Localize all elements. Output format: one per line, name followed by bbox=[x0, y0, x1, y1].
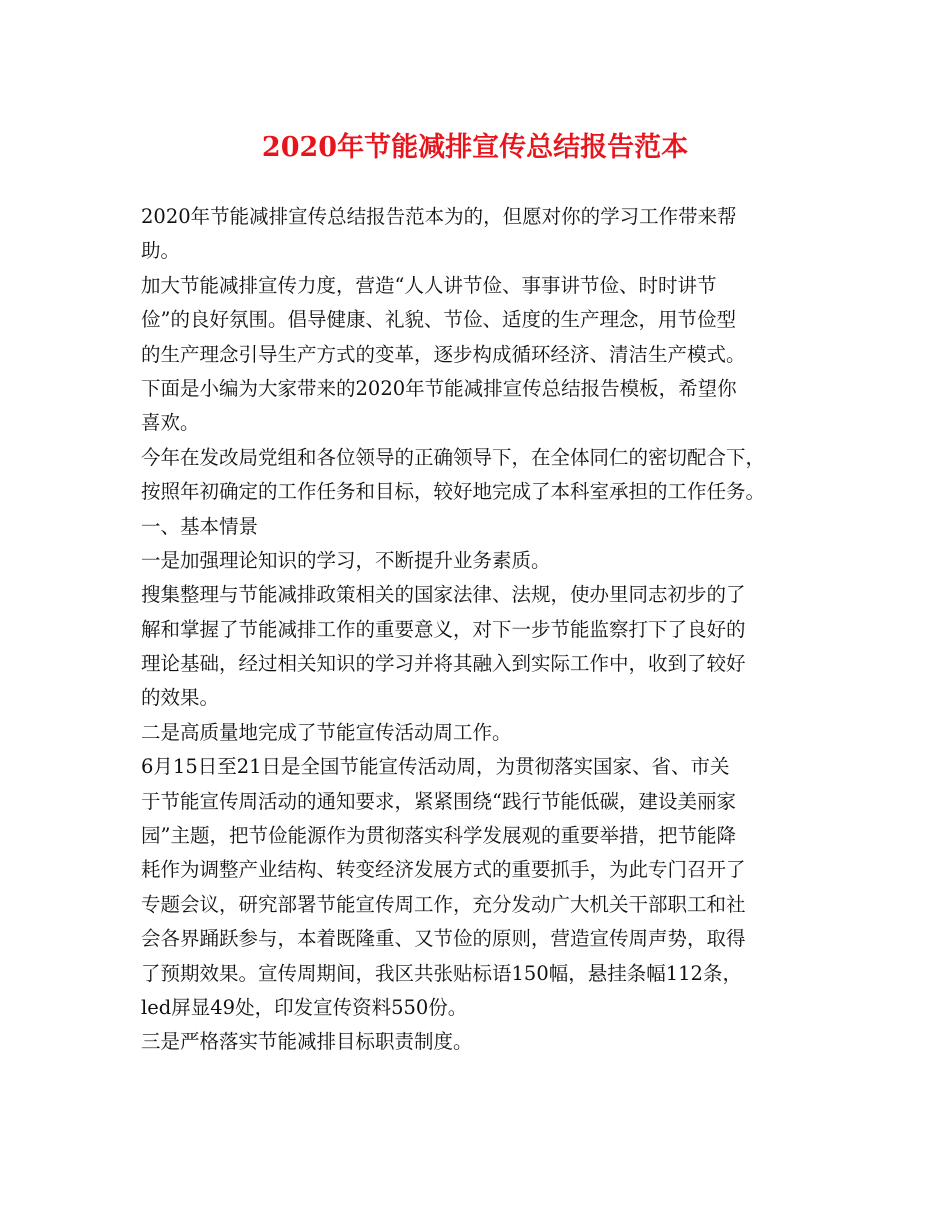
text-line: 搜集整理与节能减排政策相关的国家法律、法规，使办里同志初步的了 bbox=[141, 583, 746, 607]
document-body bbox=[141, 200, 831, 1060]
text-line: 今年在发改局党组和各位领导的正确领导下，在全体同仁的密切配合下， bbox=[141, 445, 766, 469]
text-line: 俭”的良好氛围。倡导健康、礼貌、节俭、适度的生产理念，用节俭型 bbox=[141, 308, 736, 332]
text-line: 6月15日至21日是全国节能宣传活动周，为贯彻落实国家、省、市关 bbox=[141, 755, 730, 779]
text-line: 助。 bbox=[141, 239, 181, 263]
text-line: 理论基础，经过相关知识的学习并将其融入到实际工作中，收到了较好 bbox=[141, 652, 746, 676]
text-line: 二是高质量地完成了节能宣传活动周工作。 bbox=[141, 720, 512, 744]
text-line: 下面是小编为大家带来的2020年节能减排宣传总结报告模板，希望你 bbox=[141, 376, 737, 400]
text-line: 解和掌握了节能减排工作的重要意义，对下一步节能监察打下了良好的 bbox=[141, 617, 746, 641]
text-line: 的生产理念引导生产方式的变革，逐步构成循环经济、清洁生产模式。 bbox=[141, 342, 746, 366]
text-line: 2020年节能减排宣传总结报告范本为的，但愿对你的学习工作带来帮 bbox=[141, 205, 737, 228]
text-line: 加大节能减排宣传力度，营造“人人讲节俭、事事讲节俭、时时讲节 bbox=[141, 273, 717, 297]
text-line: 一是加强理论知识的学习，不断提升业务素质。 bbox=[141, 548, 551, 572]
text-line: 喜欢。 bbox=[141, 411, 200, 435]
text-line: 耗作为调整产业结构、转变经济发展方式的重要抓手，为此专门召开了 bbox=[141, 858, 746, 882]
text-line: 三是严格落实节能减排目标职责制度。 bbox=[141, 1030, 473, 1054]
text-line: 于节能宣传周活动的通知要求，紧紧围绕“践行节能低碳，建设美丽家 bbox=[141, 789, 736, 813]
document-title: 2020年节能减排宣传总结报告范本 bbox=[261, 132, 689, 163]
text-line: 园”主题，把节俭能源作为贯彻落实科学发展观的重要举措，把节能降 bbox=[141, 824, 736, 848]
section-heading: 一、基本情景 bbox=[141, 514, 259, 538]
text-line: 了预期效果。宣传周期间，我区共张贴标语150幅，悬挂条幅112条， bbox=[141, 961, 742, 985]
text-line: 按照年初确定的工作任务和目标，较好地完成了本科室承担的工作任务。 bbox=[141, 480, 766, 504]
text-line: 会各界踊跃参与，本着既隆重、又节俭的原则，营造宣传周声势，取得 bbox=[141, 927, 746, 951]
text-line: led屏显49处，印发宣传资料550份。 bbox=[141, 995, 468, 1019]
text-line: 专题会议，研究部署节能宣传周工作，充分发动广大机关干部职工和社 bbox=[141, 892, 746, 916]
text-line: 的效果。 bbox=[141, 686, 220, 710]
